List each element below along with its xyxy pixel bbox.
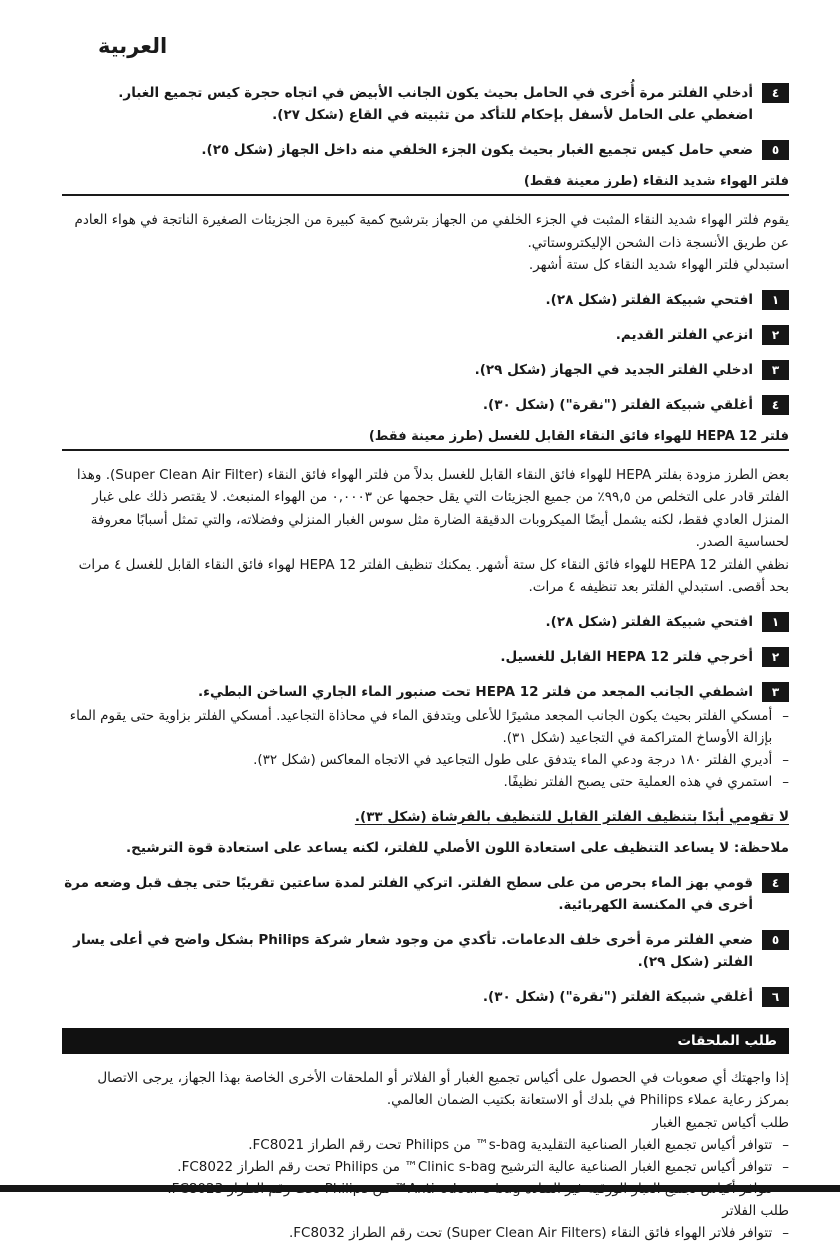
step-text: افتحي شبيكة الفلتر (شكل ٢٨). — [545, 613, 753, 630]
section1-step-4 — [62, 394, 789, 416]
bullet-text: تتوافر أكياس تجميع الغبار الصناعية عالية الترشيح ‏Clinic s-bag™ من Philips تحت رقم الطراز FC8022. — [177, 1158, 773, 1175]
step-text: أغلقي شبيكة الفلتر ("نقرة") (شكل ٣٠). — [482, 396, 753, 413]
step-number-badge: ٥ — [762, 140, 789, 160]
dash-marker: – — [782, 1224, 789, 1241]
dash-marker: – — [782, 1158, 789, 1175]
filter-item — [62, 1222, 789, 1244]
step-text: انزعي الفلتر القديم. — [615, 326, 753, 343]
bullet-text: استمري في هذه العملية حتى يصبح الفلتر نظيفًا. — [503, 773, 773, 790]
step-text: ادخلي الفلتر الجديد في الجهاز (شكل ٢٩). — [474, 361, 753, 378]
section1-step-2 — [62, 324, 789, 346]
step-number-badge: ٣ — [762, 682, 789, 702]
step-text: أغلقي شبيكة الفلتر ("نقرة") (شكل ٣٠). — [482, 988, 753, 1005]
bag-item — [62, 1156, 789, 1178]
step-text: ضعي الفلتر مرة أخرى خلف الدعامات. تأكدي من وجود شعار شركة Philips بشكل واضح في أعلى يسار الفلتر (شكل ٢٩). — [73, 931, 753, 970]
step-number-badge: ١ — [762, 290, 789, 310]
accessories-paragraph: إذا واجهتك أي صعوبات في الحصول على أكياس تجميع الغبار أو الفلاتر أو الملحقات الأخرى الخاصة بهذا الجهاز، يرجى الاتصال بمركز رعاية عملاء Philips في بلدك أو الاستعانة بكتيب الضمان العالمي. — [97, 1069, 789, 1108]
step-number-badge: ٦ — [762, 987, 789, 1007]
dash-marker: – — [782, 1136, 789, 1153]
bags-heading: طلب أكياس تجميع الغبار — [652, 1114, 789, 1131]
step-number-badge: ٥ — [762, 930, 789, 950]
dash-marker: – — [782, 773, 789, 790]
step-text: أدخلي الفلتر مرة أُخرى في الحامل بحيث يكون الجانب الأبيض في اتجاه حجرة كيس تجميع الغبار. اضغطي على الحامل لأسفل بإحكام للتأكد من تثبيته في القاع (شكل ٢٧). — [118, 85, 753, 123]
step-number-badge: ٢ — [762, 647, 789, 667]
step-text: افتحي شبيكة الفلتر (شكل ٢٨). — [545, 291, 753, 308]
section1-step-1 — [62, 289, 789, 311]
step-text: اشطفي الجانب المجعد من فلتر HEPA 12 تحت صنبور الماء الجاري الساخن البطيء. — [198, 683, 753, 700]
dash-marker: – — [782, 751, 789, 768]
section1-step-3 — [62, 359, 789, 381]
step-text: أخرجي فلتر HEPA 12 القابل للغسيل. — [500, 648, 753, 665]
step-number-badge: ٤ — [762, 83, 789, 103]
bullet-text: أديري الفلتر ١٨٠ درجة ودعي الماء يتدفق على طول التجاعيد في الاتجاه المعاكس (شكل ٣٢). — [253, 751, 773, 768]
dash-marker: – — [782, 707, 789, 724]
bullet-text: تتوافر أكياس تجميع الغبار الصناعية التقليدية ‏s-bag™ من Philips تحت رقم الطراز FC8021. — [248, 1136, 773, 1153]
bullet-text: أمسكي الفلتر بحيث يكون الجانب المجعد مشيرًا للأعلى ويتدفق الماء في محاذاة التجاعيد. أمسكي الفلتر بزاوية حتى يقوم الماء بإزالة الأوساخ المتراكمة في التجاعيد (شكل ٣١). — [69, 707, 773, 746]
section2-paragraph: بعض الطرز مزودة بفلتر HEPA للهواء فائق النقاء القابل للغسل بدلاً من فلتر الهواء فائق النقاء (Super Clean Air Filter). وهذا الفلتر قادر على التخلص من ٩٩,٥٪ من جميع الجزيئات التي يقل حجمها عن ٠,٠٠٠٣ من الهواء المنبعث. لا يقتصر ذلك على غبار المنزل العادي فقط، لكنه يشمل أيضًا الميكروبات الدقيقة الضارة مثل سوس الغبار المنزلي وفضلاته، والتي تمثل أسبابًا معروفة لحساسية الصدر. — [76, 466, 789, 550]
wash-bullet — [62, 771, 789, 793]
bullet-text: تتوافر فلاتر الهواء فائق النقاء (Super Clean Air Filters) تحت رقم الطراز FC8032. — [288, 1224, 773, 1241]
section2-clean-note: نظفي الفلتر HEPA 12 للهواء فائق النقاء كل ستة أشهر. يمكنك تنظيف الفلتر HEPA 12 لهواء فائق النقاء القابل للغسل ٤ مرات بحد أقصى. استبدلي الفلتر بعد تنظيفه ٤ مرات. — [78, 556, 789, 595]
section1-replace-note: استبدلي فلتر الهواء شديد النقاء كل ستة أشهر. — [528, 257, 789, 273]
section1-paragraph: يقوم فلتر الهواء شديد النقاء المثبت في الجزء الخلفي من الجهاز بترشيح كمية كبيرة من الجزيئات الصغيرة الناتجة في هواء العادم عن طريق الأنسجة ذات الشحن الإليكتروستاتي. — [74, 212, 789, 251]
step-text: قومي بهز الماء بحرص من على سطح الفلتر. اتركي الفلتر لمدة ساعتين تقريبًا حتى يجف قبل وضعه مرة أخرى في المكنسة الكهربائية. — [64, 874, 753, 913]
section2-step-3 — [62, 681, 789, 703]
section2-step-1 — [62, 611, 789, 633]
brush-warning: لا تقومي أبدًا بتنظيف الفلتر القابل للتنظيف بالفرشاة (شكل ٣٣). — [354, 808, 789, 825]
section2-step-2 — [62, 646, 789, 668]
section2-step-6 — [62, 986, 789, 1008]
section-title-hepa12-filter: فلتر HEPA 12 للهواء فائق النقاء القابل للغسل (طرز معينة فقط) — [62, 429, 789, 451]
step-5-place-holder — [62, 139, 789, 161]
bag-item — [62, 1134, 789, 1156]
step-number-badge: ٤ — [762, 395, 789, 415]
step-text: ضعي حامل كيس تجميع الغبار بحيث يكون الجزء الخلفي منه داخل الجهاز (شكل ٢٥). — [201, 142, 753, 158]
page-title: العربية — [98, 34, 168, 58]
filters-heading: طلب الفلاتر — [722, 1202, 789, 1219]
wash-bullet — [62, 749, 789, 771]
step-number-badge: ٢ — [762, 325, 789, 345]
section2-step-5 — [62, 929, 789, 973]
step-number-badge: ٣ — [762, 360, 789, 380]
step-4-insert-filter — [62, 82, 789, 126]
section2-step-4 — [62, 872, 789, 916]
step-number-badge: ٤ — [762, 873, 789, 893]
accessories-banner: طلب الملحقات — [62, 1028, 789, 1054]
wash-bullet — [62, 705, 789, 749]
cleaning-note: ملاحظة: لا يساعد التنظيف على استعادة اللون الأصلي للفلتر، لكنه يساعد على استعادة قوة الترشيح. — [125, 839, 789, 856]
page-content — [62, 0, 789, 1244]
page-bottom-scan-edge — [0, 1185, 840, 1192]
section-title-super-clean-filter: فلتر الهواء شديد النقاء (طرز معينة فقط) — [62, 174, 789, 196]
step-number-badge: ١ — [762, 612, 789, 632]
